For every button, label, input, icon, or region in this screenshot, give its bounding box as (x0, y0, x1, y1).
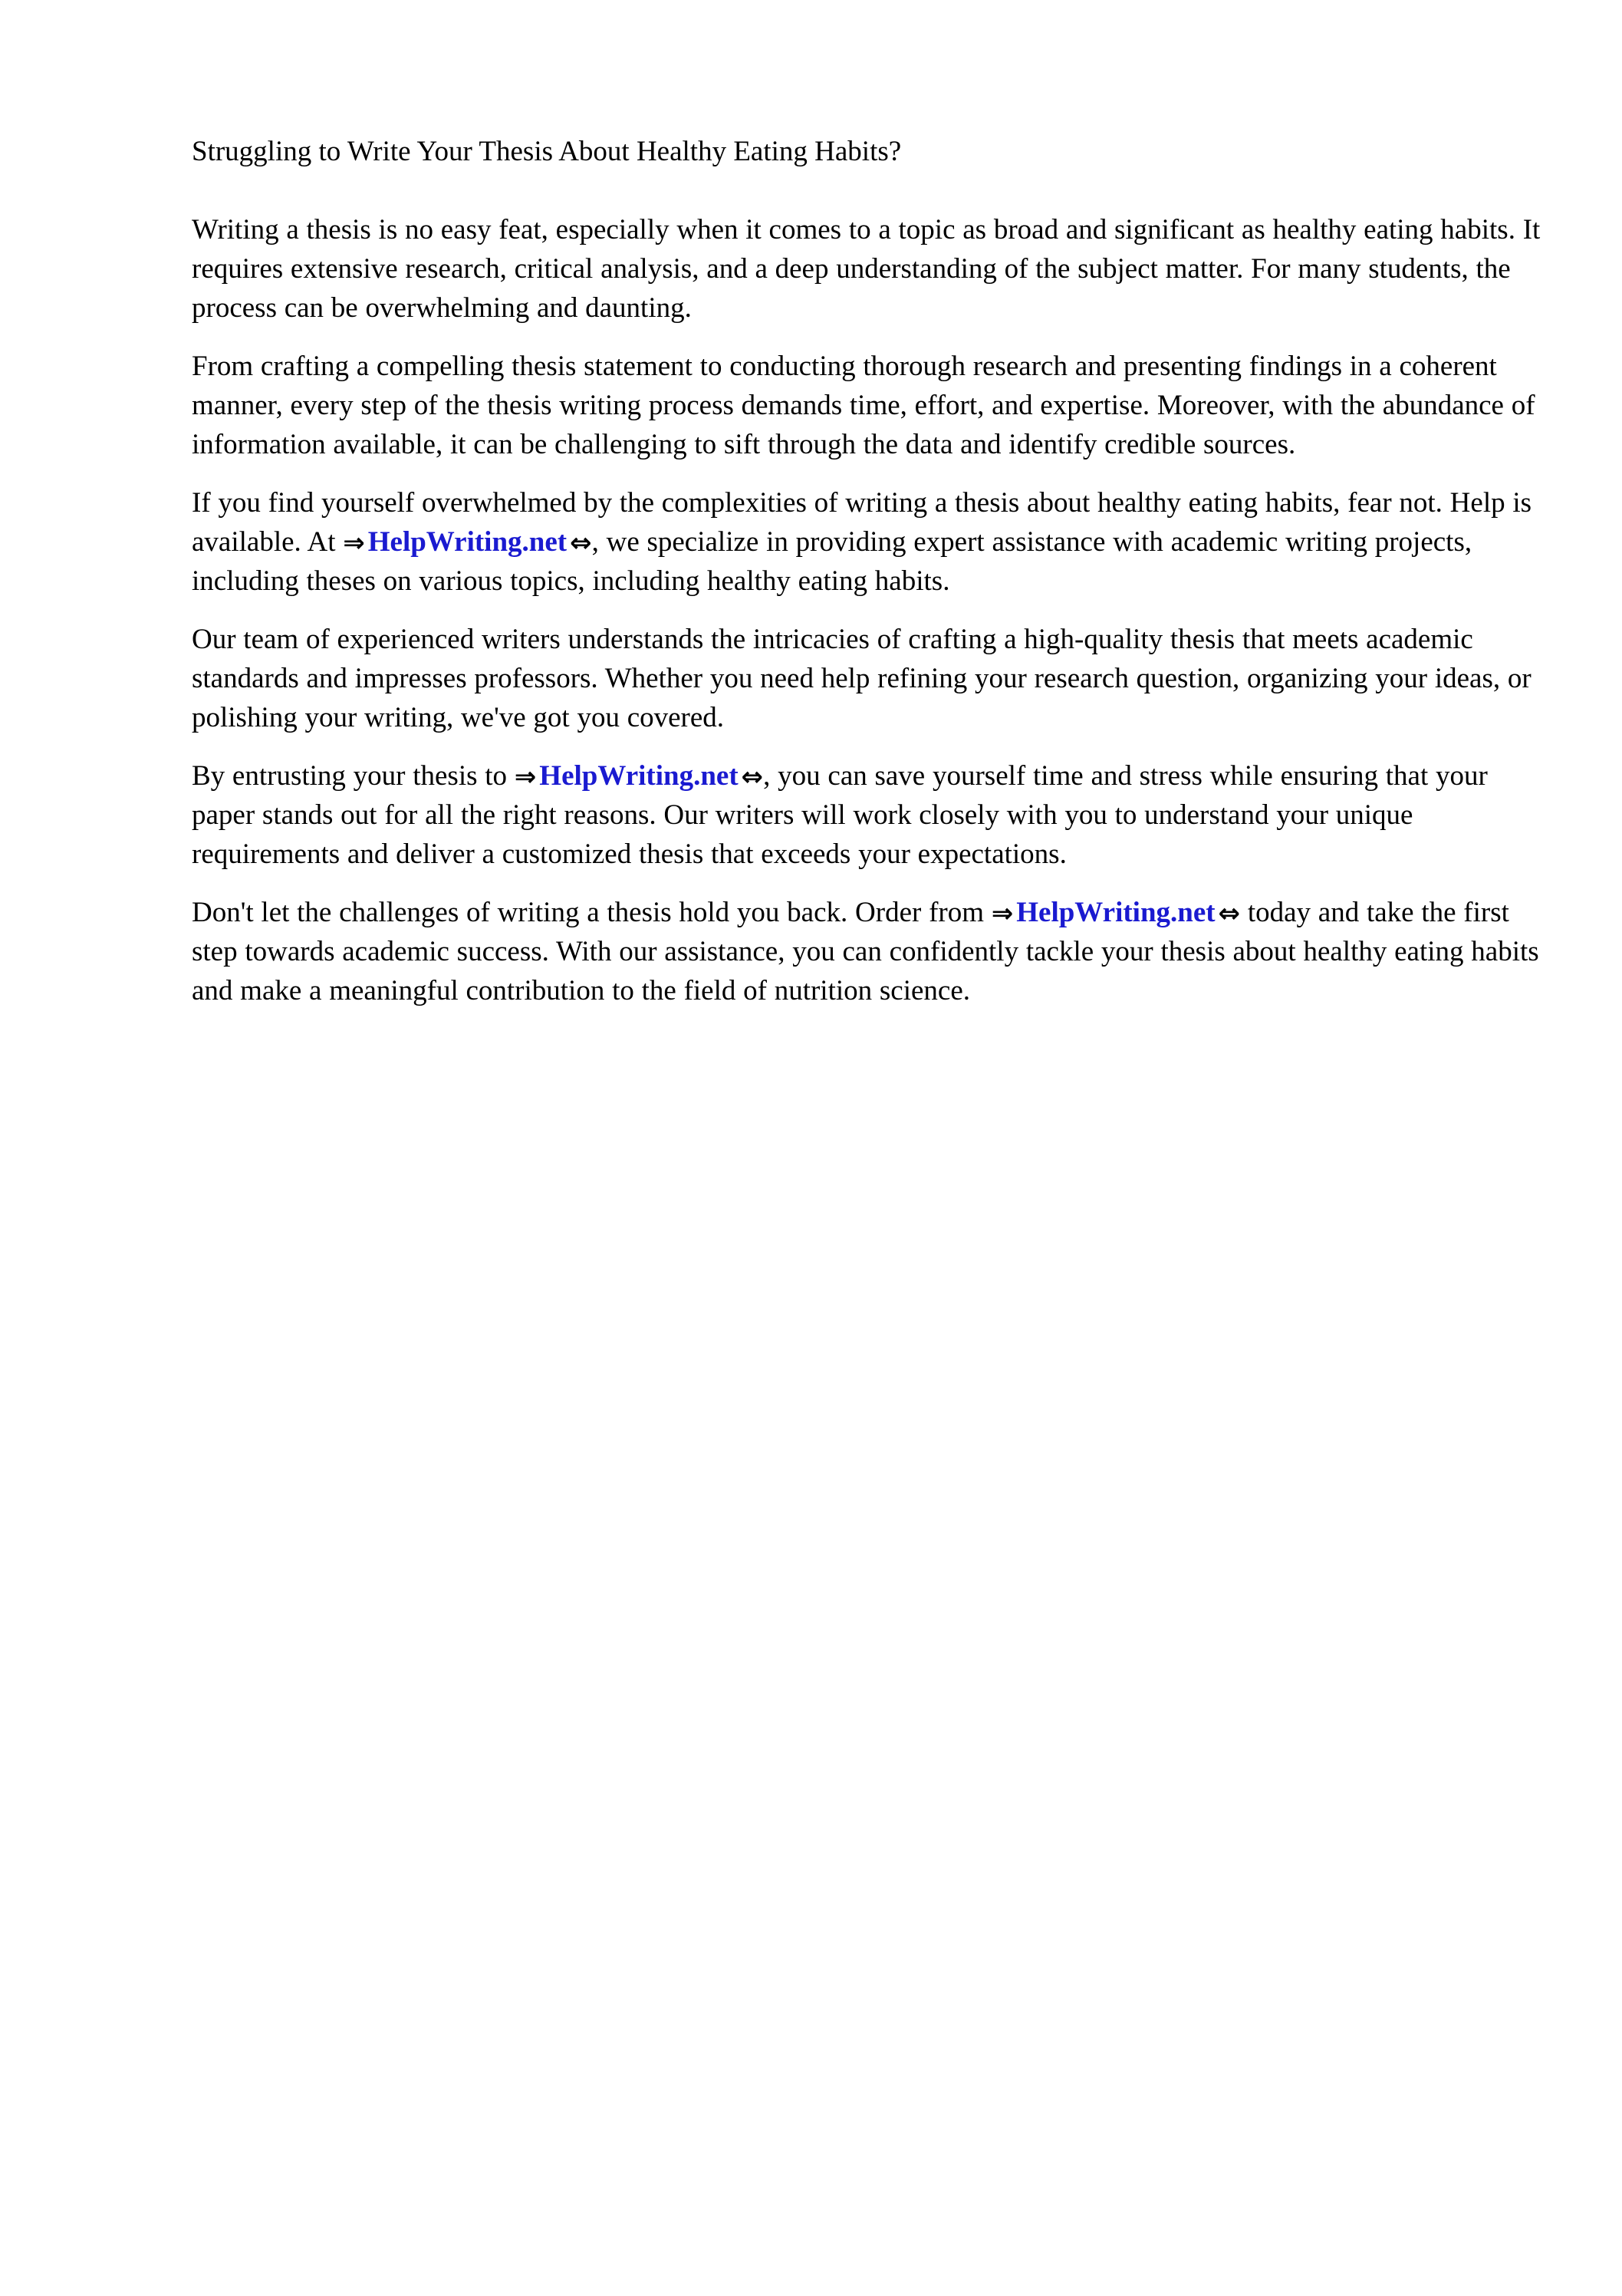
paragraph-3-text-after: , we specialize in providing expert assistance with academic writing projects, including theses on various topics, including healthy eating habits. (192, 526, 1479, 597)
helpwriting-link-group-1 (343, 526, 591, 558)
page-title: Struggling to Write Your Thesis About Healthy Eating Habits? (192, 136, 902, 167)
paragraph-2: From crafting a compelling thesis statement to conducting thorough research and presenting findings in a coherent manner, every step of the thesis writing process demands time, effort, and expertise. Moreover, with the abundance of information available, it can be challenging to sift through the data and identify credible sources. (192, 351, 1543, 460)
paragraph-1: Writing a thesis is no easy feat, especially when it comes to a topic as broad and significant as healthy eating habits. It requires extensive research, critical analysis, and a deep understanding of the subject matter. For many students, the process can be overwhelming and daunting. (192, 214, 1548, 324)
paragraph-3-text-before: If you find yourself overwhelmed by the complexities of writing a thesis about healthy eating habits, fear not. Help is available. At (192, 487, 1539, 558)
paragraph-5-text-before: By entrusting your thesis to (192, 760, 515, 792)
double-arrow-right-icon: ⇒ (343, 528, 365, 558)
paragraph-6 (192, 893, 1547, 1010)
left-right-arrow-icon: ⇔ (1218, 898, 1241, 929)
double-arrow-right-icon: ⇒ (991, 898, 1014, 929)
paragraph-3 (192, 483, 1541, 601)
helpwriting-link-1[interactable]: HelpWriting.net (367, 526, 568, 558)
helpwriting-link-group-2 (515, 760, 763, 792)
helpwriting-link-3[interactable]: HelpWriting.net (1016, 897, 1216, 928)
helpwriting-link-2[interactable]: HelpWriting.net (539, 760, 739, 792)
paragraph-4: Our team of experienced writers understands the intricacies of crafting a high-quality thesis that meets academic standards and impresses professors. Whether you need help refining your research question, organizing your ideas, or polishing your writing, we've got you covered. (192, 624, 1539, 733)
left-right-arrow-icon: ⇔ (741, 762, 764, 792)
paragraph-6-text-after: today and take the first step towards academic success. With our assistance, you can confidently tackle your thesis about healthy eating habits and make a meaningful contribution to the field of nutrition science. (192, 897, 1547, 1006)
paragraph-6-text-before: Don't let the challenges of writing a thesis hold you back. Order from (192, 897, 992, 928)
document-body (192, 132, 1548, 1010)
paragraph-5-text-after: , you can save yourself time and stress while ensuring that your paper stands out for all the right reasons. Our writers will work closely with you to understand your unique requirements and deliver a customized thesis that exceeds your expectations. (192, 760, 1495, 870)
helpwriting-link-group-3 (992, 897, 1240, 928)
paragraph-5 (192, 756, 1541, 874)
left-right-arrow-icon: ⇔ (570, 528, 592, 558)
double-arrow-right-icon: ⇒ (514, 762, 537, 792)
